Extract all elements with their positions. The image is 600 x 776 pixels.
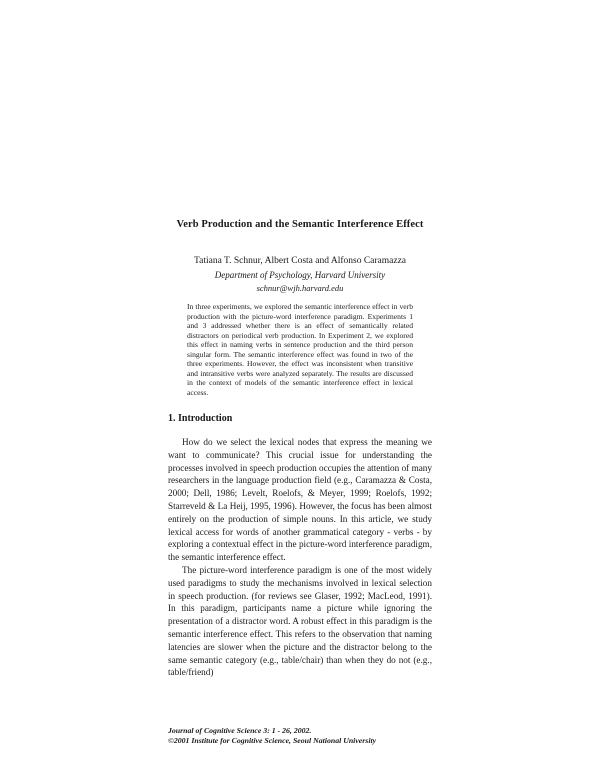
abstract: In three experiments, we explored the semantic interference effect in verb production with the picture-word interference paradigm. Experiments 1 and 3 addressed whether there is an effect of semantically related distractors on periodical verb production. In Experiment 2, we explored this effect in naming verbs in sentence production and the third person singular form. The semantic interference effect was found in two of the three experiments. However, the effect was inconsistent when transitive and intransitive verbs were analyzed separately. The results are discussed in the context of models of the semantic interference effect in lexical access.	[187, 302, 413, 397]
section-heading-introduction: 1. Introduction	[168, 413, 233, 424]
paper-authors: Tatiana T. Schnur, Albert Costa and Alfonso Caramazza	[193, 256, 407, 266]
footer-copyright: ©2001 Institute for Cognitive Science, Seoul National University	[168, 736, 377, 745]
introduction-body	[168, 436, 432, 679]
author-affiliation: Department of Psychology, Harvard University	[214, 270, 386, 280]
author-email: schnur@wjh.harvard.edu	[256, 283, 344, 293]
footer-journal: Journal of Cognitive Science 3: 1 - 26, 2002.	[168, 726, 312, 735]
body-paragraph: The picture-word interference paradigm is one of the most widely used paradigms to study the mechanisms involved in lexical selection in speech production. (for reviews see Glaser, 1992; MacLeod, 1991). In this paradigm, participants name a picture while ignoring the presentation of a distractor word. A robust effect in this paradigm is the semantic interference effect. This refers to the observation that naming latencies are slower when the picture and the distractor belong to the same semantic category (e.g., table/chair) than when they do not (e.g., table/friend)	[168, 564, 432, 678]
page-footer	[168, 726, 458, 746]
body-paragraph: How do we select the lexical nodes that express the meaning we want to communicate? This crucial issue for understanding the processes involved in speech production occupies the attention of many researchers in the language production field (e.g., Caramazza & Costa, 2000; Dell, 1986; Levelt, Roelofs, & Meyer, 1999; Roelofs, 1992; Starreveld & La Heij, 1995, 1996). However, the focus has been almost entirely on the production of simple nouns. In this article, we study lexical access for words of another grammatical category - verbs - by exploring a contextual effect in the picture-word interference paradigm, the semantic interference effect.	[168, 437, 432, 563]
paper-title: Verb Production and the Semantic Interference Effect	[176, 219, 424, 230]
